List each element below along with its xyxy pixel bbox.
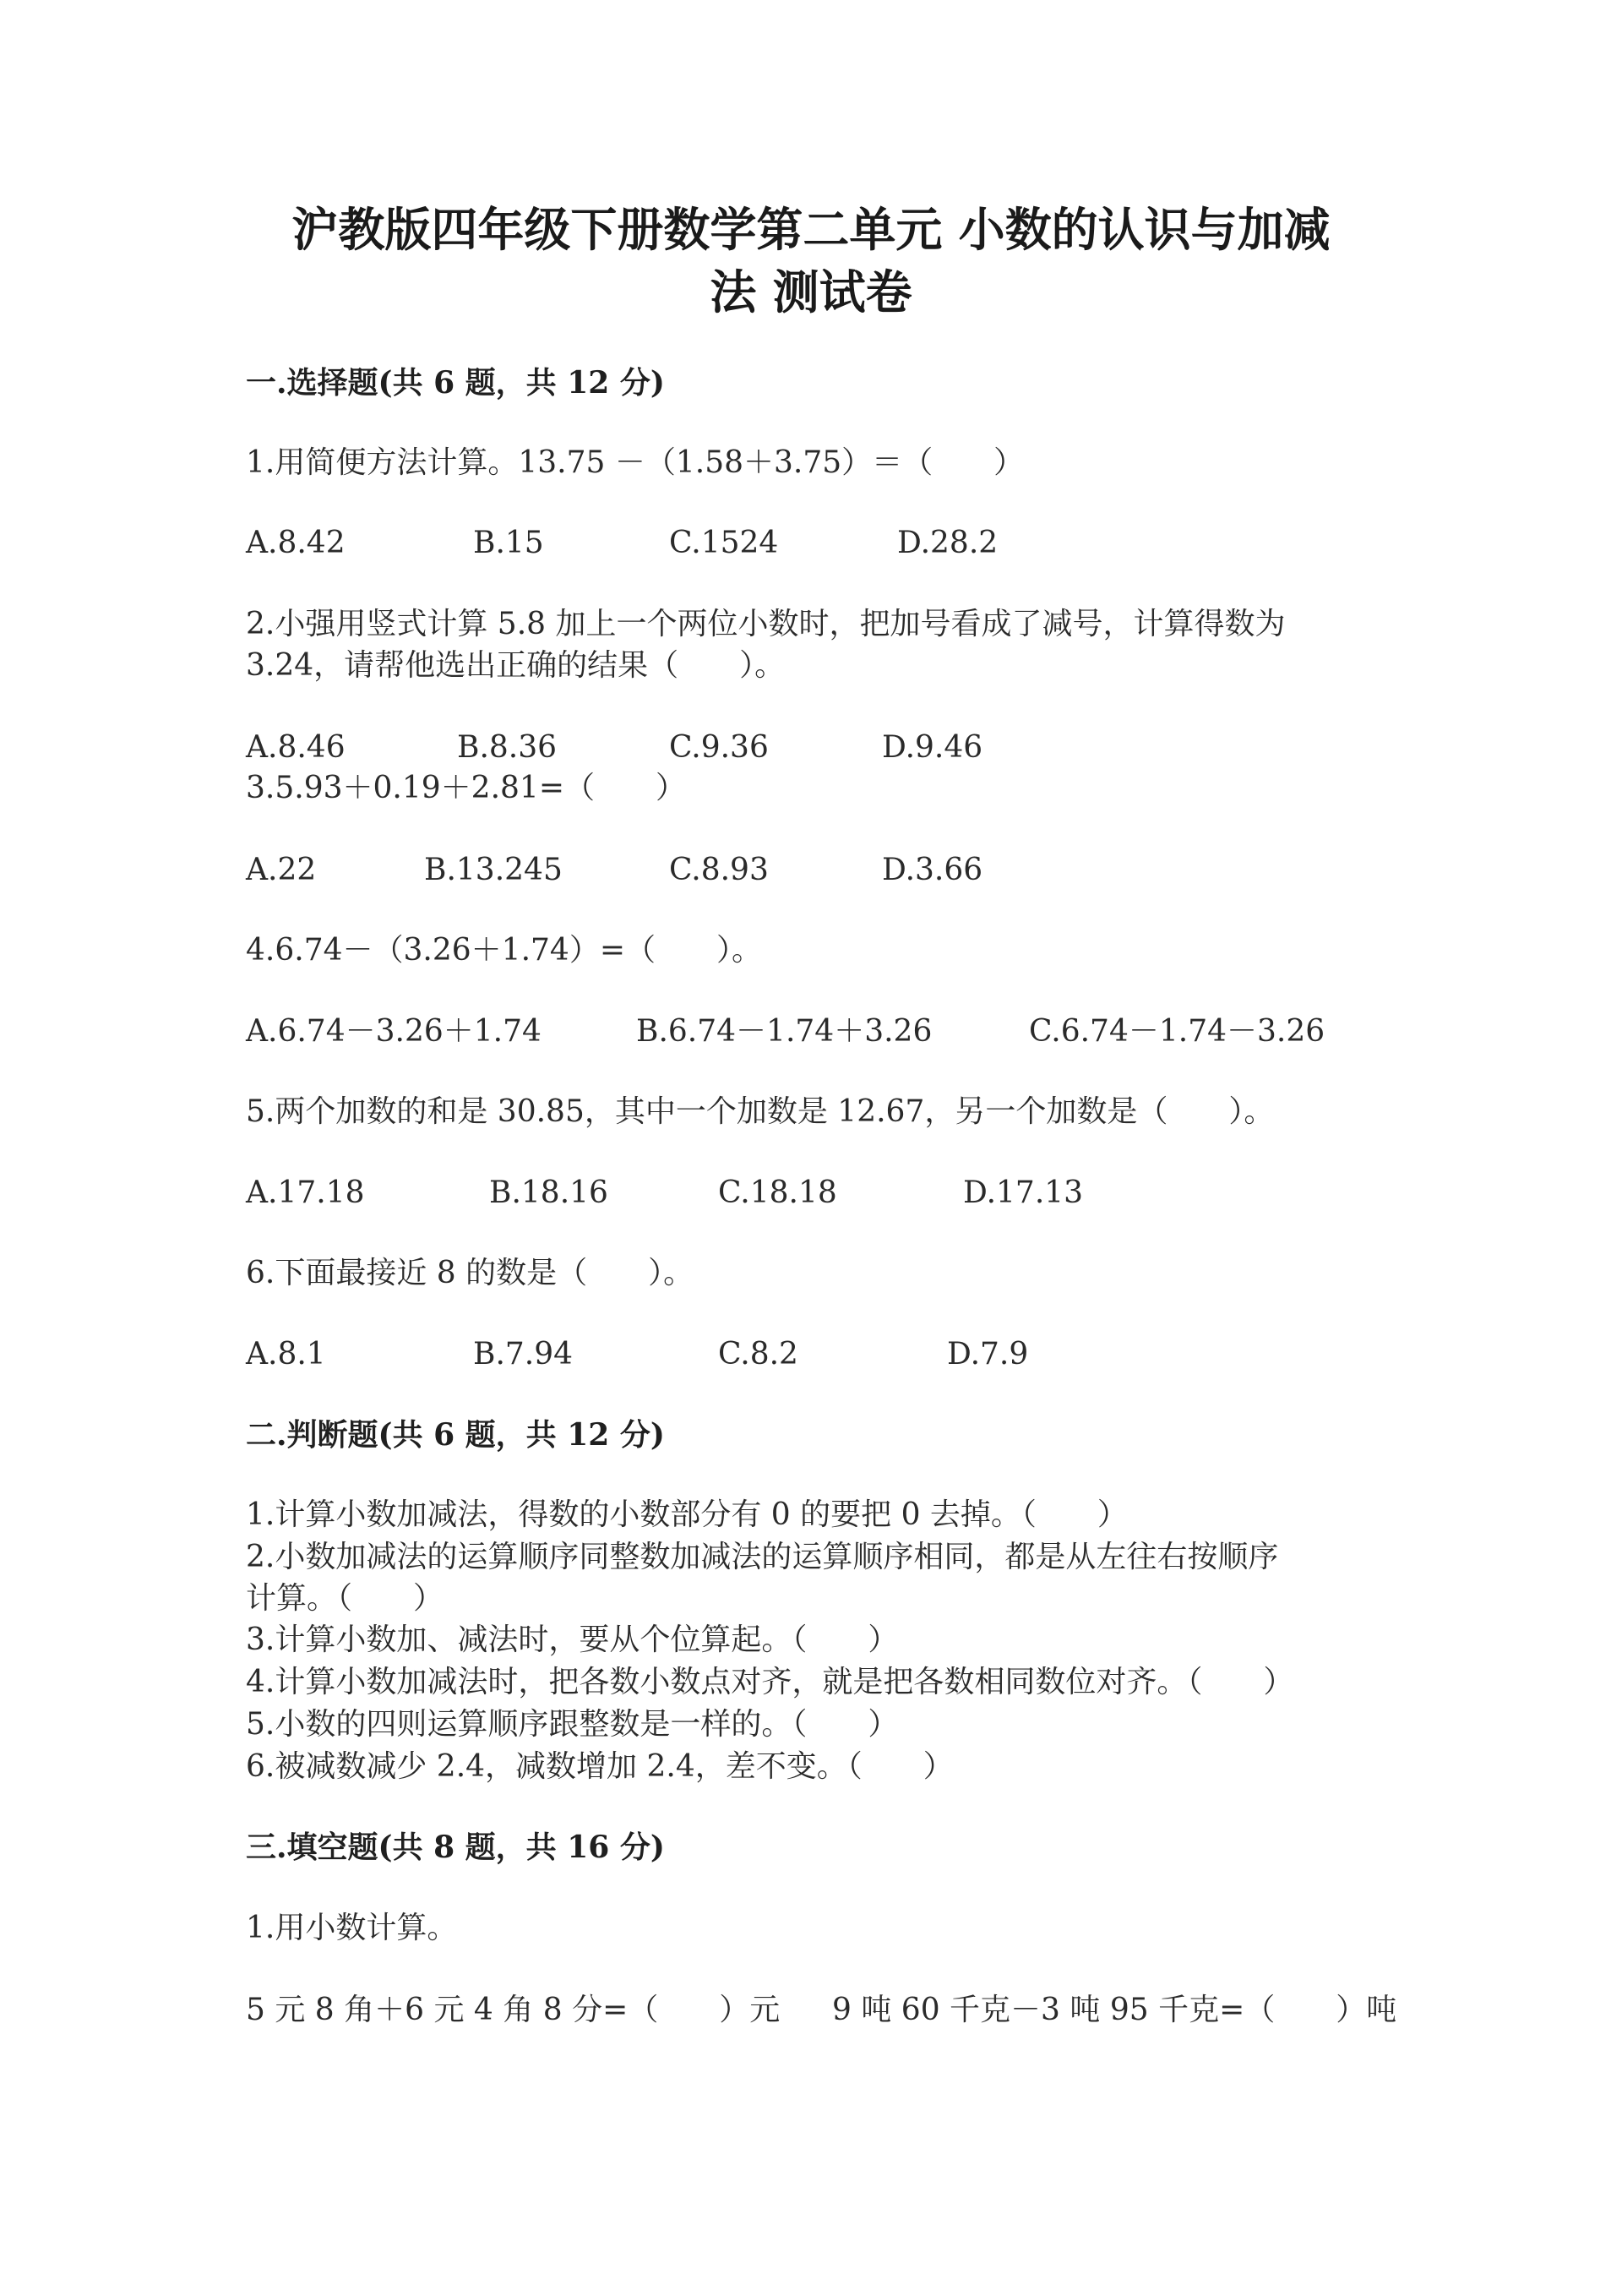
question-stem: 3.5.93＋0.19＋2.81=（ ） <box>246 771 686 805</box>
option: B.18.16 <box>489 1175 608 1210</box>
option: A.8.1 <box>246 1337 326 1372</box>
option: A.6.74－3.26＋1.74 <box>246 1014 542 1049</box>
question-stem: 4.6.74－（3.26＋1.74）=（ ）。 <box>246 933 762 968</box>
judgement-item: 1.计算小数加减法，得数的小数部分有 0 的要把 0 去掉。（ ） <box>246 1497 1128 1532</box>
option: A.8.46 <box>246 730 346 765</box>
judgement-item: 3.计算小数加、减法时，要从个位算起。（ ） <box>246 1622 899 1657</box>
option: B.6.74－1.74＋3.26 <box>636 1014 933 1049</box>
option: A.22 <box>246 853 317 887</box>
option: D.9.46 <box>882 730 983 765</box>
option: B.13.245 <box>424 853 563 887</box>
judgement-item: 5.小数的四则运算顺序跟整数是一样的。（ ） <box>246 1707 899 1742</box>
option: C.1524 <box>669 526 779 560</box>
option: D.3.66 <box>882 853 983 887</box>
question-stem: 1.用简便方法计算。13.75 －（1.58＋3.75）＝（ ） <box>246 445 1025 480</box>
section-heading-choice: 一.选择题(共 6 题，共 12 分) <box>246 365 665 401</box>
option: C.9.36 <box>669 730 769 765</box>
question-stem: 3.24，请帮他选出正确的结果（ ）。 <box>246 648 786 683</box>
judgement-item: 计算。（ ） <box>246 1581 444 1616</box>
title-line-2: 法 测试卷 <box>710 265 912 319</box>
question-stem: 2.小强用竖式计算 5.8 加上一个两位小数时，把加号看成了减号，计算得数为 <box>246 607 1286 641</box>
option: C.6.74－1.74－3.26 <box>1029 1014 1325 1049</box>
option: D.7.9 <box>947 1337 1029 1372</box>
option: B.8.36 <box>457 730 558 765</box>
judgement-item: 4.计算小数加减法时，把各数小数点对齐，就是把各数相同数位对齐。（ ） <box>246 1665 1294 1699</box>
question-stem: 5.两个加数的和是 30.85，其中一个加数是 12.67，另一个加数是（ ）。 <box>246 1094 1275 1129</box>
section-heading-fill-in: 三.填空题(共 8 题，共 16 分) <box>246 1830 665 1865</box>
option: B.15 <box>473 526 544 560</box>
option: C.8.2 <box>718 1337 798 1372</box>
question-stem: 1.用小数计算。 <box>246 1911 458 1945</box>
section-heading-judgement: 二.判断题(共 6 题，共 12 分) <box>246 1417 665 1453</box>
fill-in-item: 9 吨 60 千克－3 吨 95 千克=（ ）吨 <box>832 1993 1397 2027</box>
question-stem: 6.下面最接近 8 的数是（ ）。 <box>246 1256 694 1290</box>
option: A.17.18 <box>246 1175 365 1210</box>
judgement-item: 6.被减数减少 2.4，减数增加 2.4，差不变。（ ） <box>246 1749 954 1784</box>
option: A.8.42 <box>246 526 346 560</box>
option: C.8.93 <box>669 853 769 887</box>
option: B.7.94 <box>473 1337 574 1372</box>
judgement-item: 2.小数加减法的运算顺序同整数加减法的运算顺序相同，都是从左往右按顺序 <box>246 1540 1279 1574</box>
option: D.17.13 <box>963 1175 1084 1210</box>
title-line-1: 沪教版四年级下册数学第二单元 小数的认识与加减 <box>291 202 1331 257</box>
option: C.18.18 <box>718 1175 837 1210</box>
option: D.28.2 <box>897 526 999 560</box>
fill-in-item: 5 元 8 角＋6 元 4 角 8 分=（ ）元 <box>246 1993 781 2027</box>
